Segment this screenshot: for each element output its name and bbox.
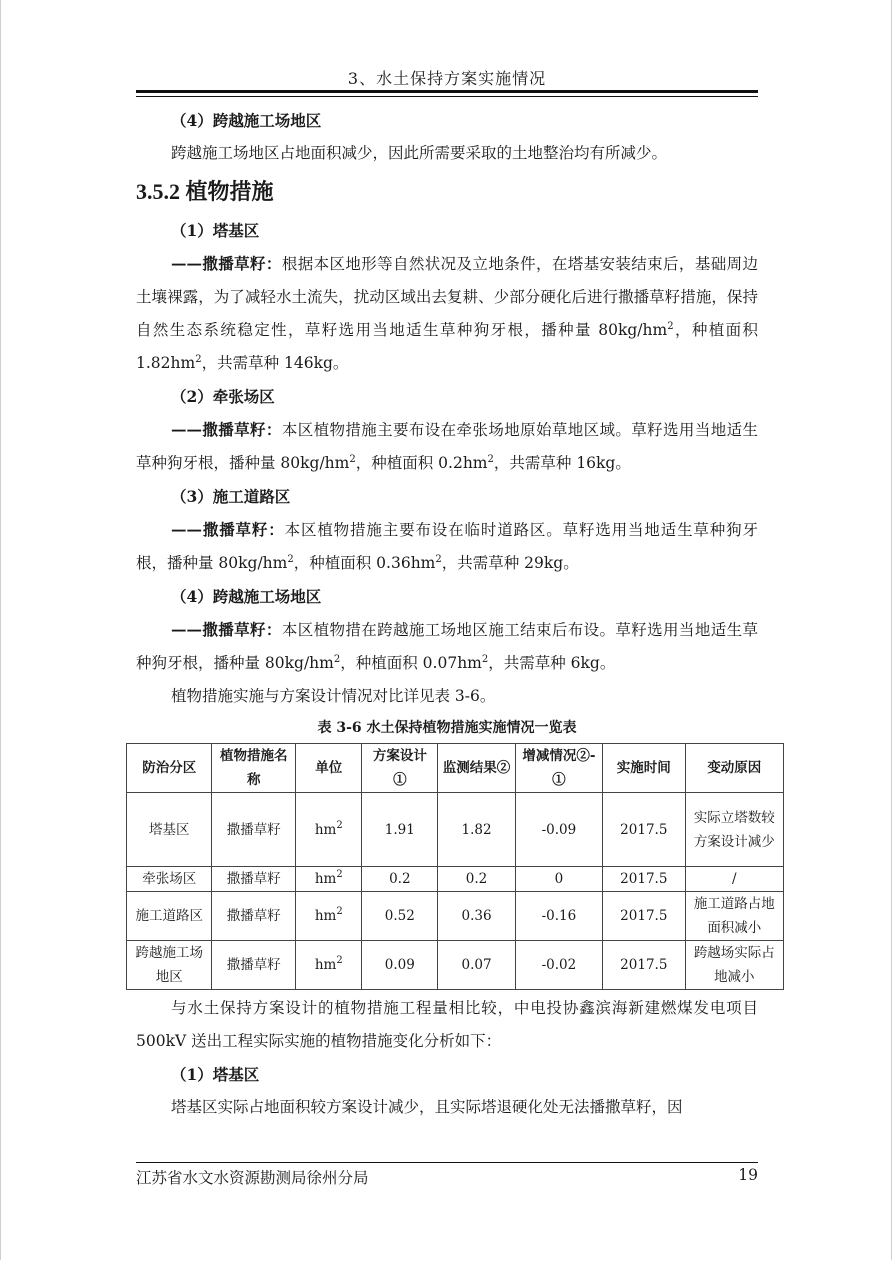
paragraph: ——撒播草籽：本区植物措施主要布设在牵张场地原始草地区域。草籽选用当地适生草种狗牙根，播种量 $80kg/hm^2$，种植面积 $0.2hm^2$，共需草种 16kg。 [136,420,758,472]
col-header: 植物措施名称 [212,744,296,793]
section-heading: 3.5.2 植物措施 [136,179,274,204]
subsection-heading: （4）跨越施工场地区 [171,111,322,130]
col-header: 变动原因 [685,744,783,793]
subsection-heading: （4）跨越施工场地区 [171,587,322,606]
table-row: 跨越施工场地区 撒播草籽 $hm^2$ 0.09 0.07 -0.02 2017.5 跨越场实际占地减小 [127,941,784,990]
subsection-heading: （1）塔基区 [171,221,260,240]
subsection-heading: （2）牵张场区 [171,387,275,406]
paragraph: ——撒播草籽：本区植物措在跨越施工场地区施工结束后布设。草籽选用当地适生草种狗牙根，播种量 $80kg/hm^2$，种植面积 $0.07hm^2$，共需草种 6kg。 [136,620,758,672]
col-header: 防治分区 [127,744,212,793]
header-rule-thin [136,96,758,97]
running-header: 3、水土保持方案实施情况 [347,69,547,88]
plant-measures-table [126,743,784,990]
lead-term: ——撒播草籽： [171,520,285,539]
footer-rule [136,1162,758,1163]
paragraph: 塔基区实际占地面积较方案设计减少，且实际塔退硬化处无法播撒草籽，因 [171,1098,683,1116]
lead-term: ——撒播草籽： [171,420,282,439]
table-row: 塔基区 撒播草籽 $hm^2$ 1.91 1.82 -0.09 2017.5 实际立塔数较方案设计减少 [127,793,784,867]
paragraph: 与水土保持方案设计的植物措施工程量相比较，中电投协鑫滨海新建燃煤发电项目 500kV 送出工程实际实施的植物措施变化分析如下： [136,999,758,1050]
subsection-heading: （3）施工道路区 [171,487,291,506]
footer-organization: 江苏省水文水资源勘测局徐州分局 [136,1169,369,1187]
table-row: 施工道路区 撒播草籽 $hm^2$ 0.52 0.36 -0.16 2017.5 施工道路占地面积减小 [127,892,784,941]
col-header: 方案设计① [362,744,438,793]
lead-term: ——撒播草籽： [171,254,282,273]
paragraph: 植物措施实施与方案设计情况对比详见表 3-6。 [171,687,496,705]
page-body [135,104,775,1124]
paragraph: 跨越施工场地区占地面积减少，因此所需要采取的土地整治均有所减少。 [171,144,668,162]
paragraph: ——撒播草籽：根据本区地形等自然状况及立地条件，在塔基安装结束后，基础周边土壤裸露，为了减轻水土流失，扰动区域出去复耕、少部分硬化后进行撒播草籽措施，保持自然生态系统稳定性，草籽选用当地适生草种狗牙根，播种量 $80kg/hm^2$，种植面积 $1.82hm^2$，共需草种 146kg。 [136,254,758,372]
table-row: 牵张场区 撒播草籽 $hm^2$ 0.2 0.2 0 2017.5 / [127,867,784,892]
col-header: 单位 [296,744,362,793]
col-header: 增减情况②-① [515,744,602,793]
subsection-heading: （1）塔基区 [171,1065,260,1084]
col-header: 监测结果② [438,744,516,793]
table-header-row [127,744,784,793]
page-number: 19 [738,1166,758,1184]
header-rule-thick [136,90,758,93]
table-caption: 表 3-6 水土保持植物措施实施情况一览表 [317,720,577,736]
col-header: 实施时间 [602,744,685,793]
lead-term: ——撒播草籽： [171,620,282,639]
paragraph: ——撒播草籽：本区植物措施主要布设在临时道路区。草籽选用当地适生草种狗牙根，播种量 $80kg/hm^2$，种植面积 $0.36hm^2$，共需草种 29kg。 [136,520,758,572]
